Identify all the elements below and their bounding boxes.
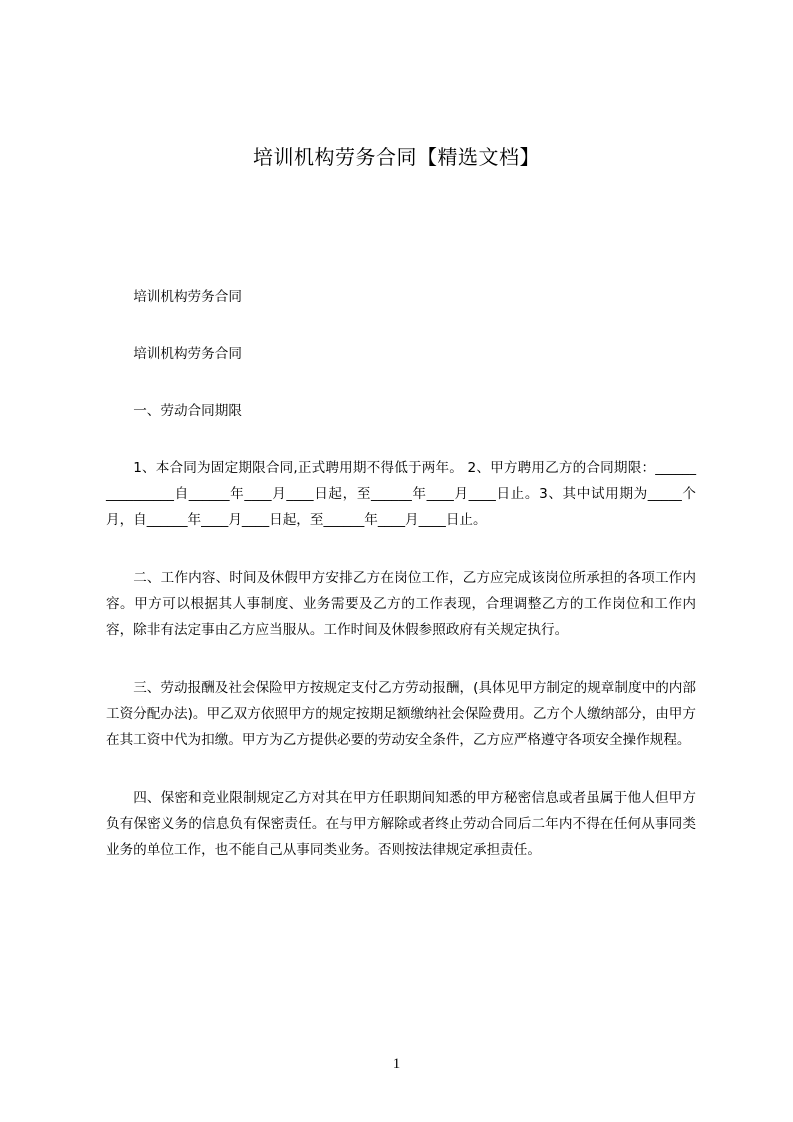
body-paragraph-heading-2: 培训机构劳务合同: [133, 346, 242, 362]
body-paragraph-heading-1: 培训机构劳务合同: [133, 289, 242, 305]
paragraph-spacer: [106, 310, 696, 341]
paragraph-spacer: [106, 367, 696, 398]
paragraph-spacer: [106, 753, 696, 785]
paragraph-spacer: [106, 533, 696, 565]
body-paragraph-work-content: 二、工作内容、时间及休假甲方安排乙方在岗位工作，乙方应完成该岗位所承担的各项工作内容。甲方可以根据其人事制度、业务需要及乙方的工作表现，合理调整乙方的工作岗位和工作内容，除非有法定事由乙方应当服从。工作时间及休假参照政府有关规定执行。: [106, 570, 696, 638]
body-paragraph-contract-term: 1、本合同为固定期限合同,正式聘用期不得低于两年。 2、甲方聘用乙方的合同期限：________________自______年____月____日起，至______年____月____日止。3、其中试用期为_____个月，自______年____月____日起，至______年____月____日止。: [106, 460, 696, 528]
body-paragraph-remuneration: 三、劳动报酬及社会保险甲方按规定支付乙方劳动报酬，(具体见甲方制定的规章制度中的内部工资分配办法)。甲乙双方依照甲方的规定按期足额缴纳社会保险费用。乙方个人缴纳部分，由甲方在其工资中代为扣缴。甲方为乙方提供必要的劳动安全条件，乙方应严格遵守各项安全操作规程。: [106, 680, 696, 748]
section-heading-contract-term: 一、劳动合同期限: [133, 403, 242, 419]
document-body: [106, 284, 696, 863]
page-number: 1: [392, 1056, 401, 1072]
paragraph-spacer: [106, 424, 696, 455]
document-title: 培训机构劳务合同【精选文档】: [253, 145, 540, 169]
paragraph-spacer: [106, 643, 696, 675]
body-paragraph-confidentiality: 四、保密和竞业限制规定乙方对其在甲方任职期间知悉的甲方秘密信息或者虽属于他人但甲方负有保密义务的信息负有保密责任。在与甲方解除或者终止劳动合同后二年内不得在任何从事同类业务的单位工作，也不能自己从事同类业务。否则按法律规定承担责任。: [106, 790, 696, 858]
